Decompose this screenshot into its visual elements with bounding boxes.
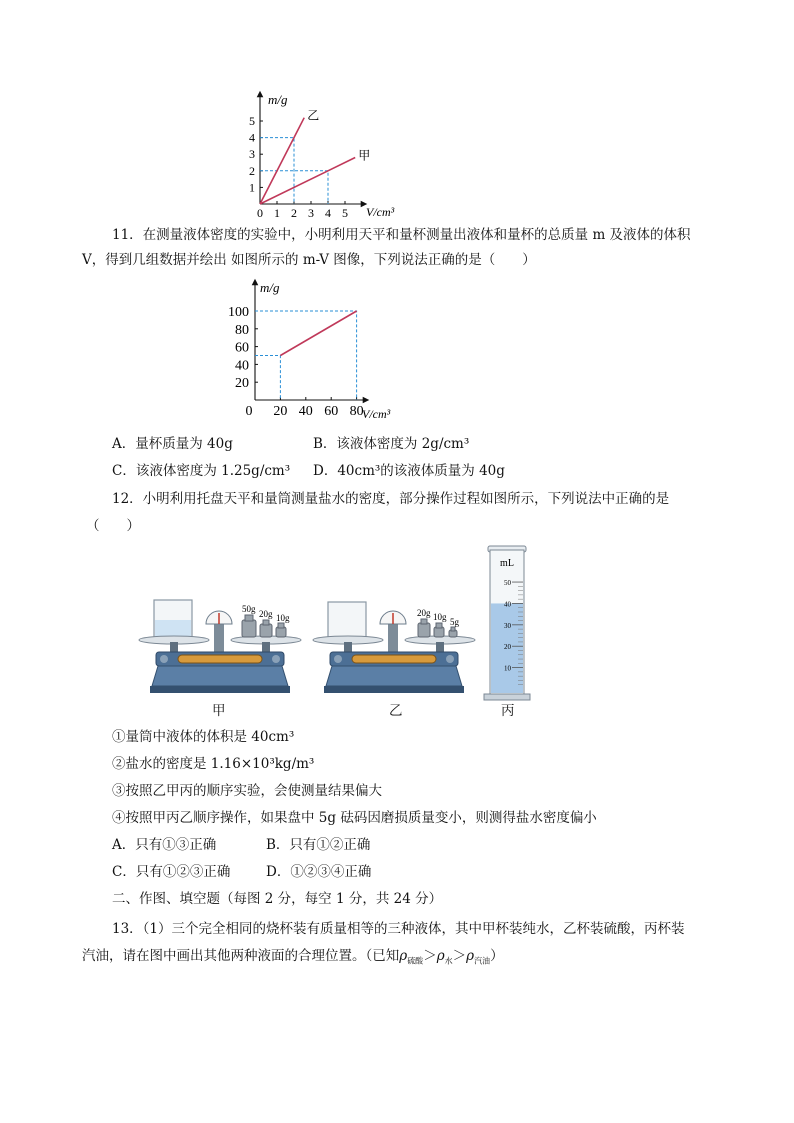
gt-symbol: ＞ <box>423 948 437 964</box>
y-tick-label: 2 <box>249 163 255 178</box>
cylinder-unit: mL <box>500 558 514 569</box>
series-label: 乙 <box>307 108 320 123</box>
subscript: 汽油 <box>474 956 491 966</box>
x-tick-label: 3 <box>308 206 314 220</box>
cylinder-tick-label: 20 <box>504 643 511 652</box>
x-tick-label: 5 <box>342 206 348 220</box>
q13-text: 汽油，请在图中画出其他两种液面的合理位置。（已知 <box>82 948 400 964</box>
q11-option-d: D．40cm³的该液体质量为 40g <box>313 463 505 479</box>
graduated-cylinder <box>482 544 532 702</box>
q13-stem-line2 <box>82 946 504 972</box>
x-tick-label: 80 <box>349 404 364 419</box>
q12-stem-line2: （ ） <box>86 518 140 534</box>
cylinder-tick-label: 10 <box>504 664 511 673</box>
cylinder-tick-label: 30 <box>504 621 511 630</box>
beaker-liquid <box>155 620 191 637</box>
q12-option-c: C．只有①②③正确 <box>112 864 231 880</box>
y-tick-label: 100 <box>228 305 249 320</box>
graph-1 <box>240 88 410 220</box>
figure-label-jia: 甲 <box>212 703 226 719</box>
y-tick-label: 20 <box>235 376 249 392</box>
x-axis-label: V/cm³ <box>362 407 391 420</box>
y-tick-label: 5 <box>249 114 255 128</box>
x-tick-label: 0 <box>245 404 253 419</box>
q11-option-b: B．该液体密度为 2g/cm³ <box>313 436 470 452</box>
q12-option-d: D．①②③④正确 <box>266 864 372 880</box>
y-tick-label: 80 <box>235 322 249 338</box>
subscript: 硫酸 <box>407 956 424 966</box>
series-line <box>260 158 355 204</box>
y-tick-label: 60 <box>235 340 249 356</box>
close-paren: ） <box>490 948 504 964</box>
q13-stem-line1: 13．（1）三个完全相同的烧杯装有质量相等的三种液体，其中甲杯装纯水，乙杯装硫酸，丙杯装 <box>112 921 685 937</box>
x-tick-label: 60 <box>324 404 339 419</box>
data-line <box>280 311 356 356</box>
x-axis-label: V/cm³ <box>366 205 395 219</box>
q11-option-c: C．该液体密度为 1.25g/cm³ <box>112 463 291 479</box>
weight-label: 20g <box>417 608 431 618</box>
x-tick-label: 40 <box>298 404 313 419</box>
cylinder-tick-label: 40 <box>504 600 511 609</box>
section-heading: 二、作图、填空题（每图 2 分，每空 1 分，共 24 分） <box>112 891 443 907</box>
q12-statement-3: ③按照乙甲丙的顺序实验，会使测量结果偏大 <box>112 783 382 799</box>
rho-symbol: ρ <box>436 948 445 964</box>
q12-option-b: B．只有①②正确 <box>266 837 371 853</box>
x-tick-label: 20 <box>273 404 288 419</box>
q12-stem-line1: 12．小明利用托盘天平和量筒测量盐水的密度，部分操作过程如图所示，下列说法中正确的是 <box>112 491 670 507</box>
y-tick-label: 1 <box>249 180 255 195</box>
q11-stem-line2: V，得到几组数据并绘出 如图所示的 m-V 图像，下列说法正确的是（ ） <box>82 252 536 268</box>
figure-label-bing: 丙 <box>501 703 515 719</box>
y-tick-label: 40 <box>235 358 249 374</box>
q12-option-a: A．只有①③正确 <box>112 837 217 853</box>
x-tick-label: 4 <box>325 206 331 220</box>
q12-statement-4: ④按照甲丙乙顺序操作，如果盘中 5g 砝码因磨损质量变小，则测得盐水密度偏小 <box>112 810 597 826</box>
q12-statement-1: ①量筒中液体的体积是 40cm³ <box>112 729 295 745</box>
y-axis-label: m/g <box>268 92 288 107</box>
subscript: 水 <box>444 956 453 966</box>
q11-stem-line1: 11．在测量液体密度的实验中，小明利用天平和量杯测量出液体和量杯的总质量 m 及液体的体积 <box>112 227 691 243</box>
weight-label: 10g <box>433 612 447 622</box>
balance-jia <box>136 594 304 696</box>
balance-yi <box>310 594 478 696</box>
gt-symbol: ＞ <box>452 948 467 964</box>
x-tick-label: 0 <box>257 206 263 220</box>
rho-symbol: ρ <box>466 948 475 964</box>
series-label: 甲 <box>358 148 371 163</box>
series-line <box>260 118 304 204</box>
x-tick-label: 1 <box>274 206 280 220</box>
graph-2 <box>222 278 412 420</box>
q11-option-a: A．量杯质量为 40g <box>112 436 233 452</box>
rho-symbol: ρ <box>399 948 408 964</box>
weight-label: 10g <box>276 613 290 623</box>
x-tick-label: 2 <box>291 206 297 220</box>
y-tick-label: 3 <box>249 147 255 162</box>
beaker <box>328 602 366 638</box>
weight-label: 50g <box>242 604 256 614</box>
guide-line <box>255 356 280 401</box>
cylinder-tick-label: 50 <box>504 579 511 588</box>
y-axis-label: m/g <box>260 280 280 295</box>
figure-label-yi: 乙 <box>389 703 403 719</box>
y-tick-label: 4 <box>249 130 255 145</box>
weight-label: 5g <box>450 617 459 627</box>
q12-statement-2: ②盐水的密度是 1.16×10³kg/m³ <box>112 756 315 772</box>
base <box>152 666 288 686</box>
weight-label: 20g <box>259 609 273 619</box>
base <box>326 666 462 686</box>
